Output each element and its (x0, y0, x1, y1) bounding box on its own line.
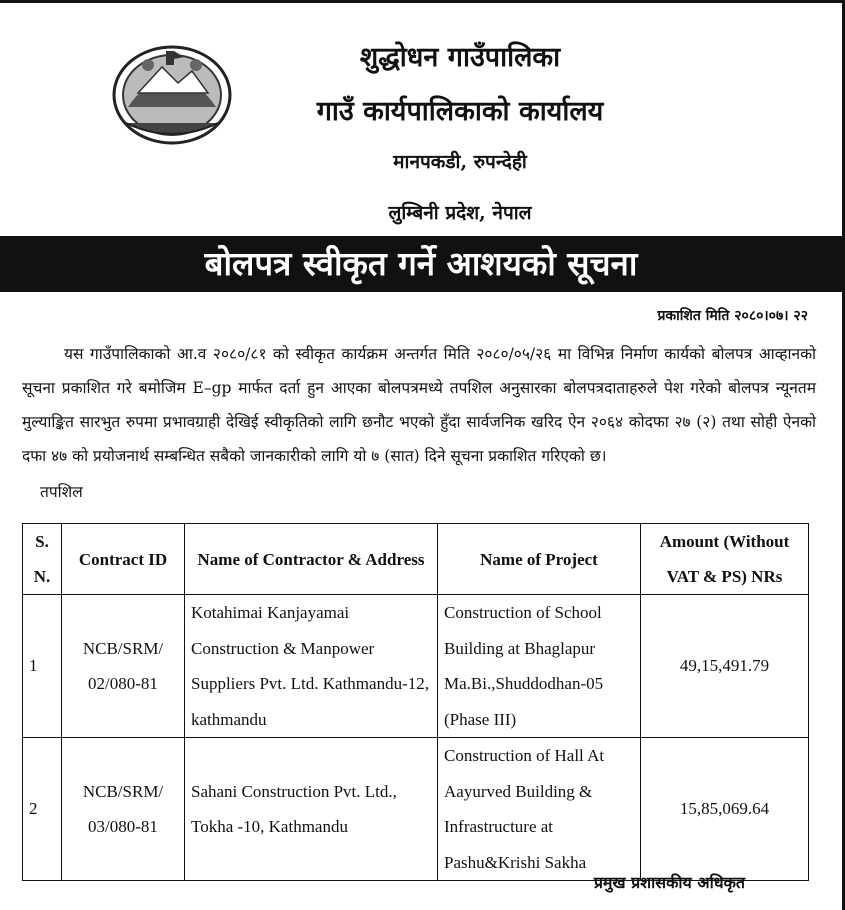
published-date: प्रकाशित मिति २०८०।०७। २२ (657, 308, 808, 324)
table-header-row (23, 524, 809, 595)
municipality-name: शुद्धोधन गाउँपालिका (359, 42, 561, 73)
province-country: लुम्बिनी प्रदेश, नेपाल (388, 202, 532, 224)
office-name: गाउँ कार्यपालिकाको कार्यालय (316, 96, 604, 127)
cell-contractor: Sahani Construction Pvt. Ltd., Tokha -10, Kathmandu (185, 738, 438, 881)
cell-project: Construction of School Building at Bhaglapur Ma.Bi.,Shuddodhan-05 (Phase III) (438, 595, 641, 738)
nepal-government-emblem-icon (108, 37, 236, 147)
header-project: Name of Project (438, 524, 641, 595)
details-label: तपशिल (40, 483, 83, 501)
cell-contract-id: NCB/SRM/ 02/080-81 (62, 595, 185, 738)
cell-sn: 1 (23, 595, 62, 738)
cell-project: Construction of Hall At Aayurved Building & Infrastructure at Pashu&Krishi Sakha (438, 738, 641, 881)
cell-amount: 49,15,491.79 (641, 595, 809, 738)
table-row (23, 738, 809, 881)
office-location: मानपकडी, रुपन्देही (393, 151, 527, 173)
notice-title: बोलपत्र स्वीकृत गर्ने आशयको सूचना (0, 236, 842, 292)
notice-body: यस गाउँपालिकाको आ.व २०८०/८१ को स्वीकृत कार्यक्रम अन्तर्गत मिति २०८०/०५/२६ मा विभिन्न निर्माण कार्यको बोलपत्र आव्हानको सूचना प्रकाशित गरे बमोजिम E–gp मार्फत दर्ता हुन आएका बोलपत्रमध्ये तपशिल अनुसारका बोलपत्रदाताहरुले पेश गरेको बोलपत्र न्यूनतम मुल्याङ्कित सारभुत रुपमा प्रभावग्राही देखिई स्वीकृतिको लागि छनौट भएको हुँदा सार्वजनिक खरिद ऐन २०६४ कोदफा २७ (२) तथा सोही ऐनको दफा ४७ को प्रयोजनार्थ सम्बन्धित सबैको जानकारीको लागि यो ७ (सात) दिने सूचना प्रकाशित गरिएको छ। (22, 345, 816, 465)
cell-contractor: Kotahimai Kanjayamai Construction & Manpower Suppliers Pvt. Ltd. Kathmandu-12, kathmandu (185, 595, 438, 738)
header-contractor: Name of Contractor & Address (185, 524, 438, 595)
table-row (23, 595, 809, 738)
cell-amount: 15,85,069.64 (641, 738, 809, 881)
signatory-title: प्रमुख प्रशासकीय अधिकृत (593, 873, 745, 892)
contracts-table (22, 523, 809, 881)
header-amount: Amount (Without VAT & PS) NRs (641, 524, 809, 595)
header-sn: S. N. (23, 524, 62, 595)
header-contract-id: Contract ID (62, 524, 185, 595)
cell-contract-id: NCB/SRM/ 03/080-81 (62, 738, 185, 881)
cell-sn: 2 (23, 738, 62, 881)
